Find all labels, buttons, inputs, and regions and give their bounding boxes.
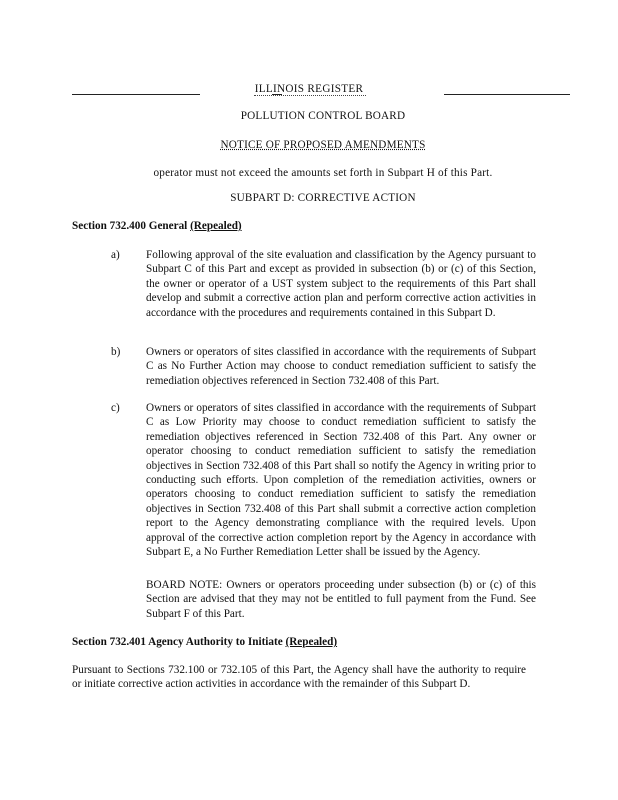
subpart-title: SUBPART D: CORRECTIVE ACTION [230,192,416,204]
subsection-text-a: Following approval of the site evaluation and classification by the Agency pursuant to Subpart C of this Part and except as provided in subsection (b) or (c) of this Section, the owner or operator of a UST system subject to the requirements of this Part shall develop and submit a corrective action plan and perform corrective action activities in accordance with the procedures and requirements contained in this Subpart D. [146,249,536,319]
board-note: BOARD NOTE: Owners or operators proceeding under subsection (b) or (c) of this Section are advised that they may not be entitled to full payment from the Fund. See Subpart F of this Part. [146,579,536,620]
subsection-label-b: b) [111,346,121,358]
board-name: POLLUTION CONTROL BOARD [240,110,406,122]
repealed-marker: (Repealed) [285,636,338,648]
repealed-marker: (Repealed) [190,220,242,232]
subsection-label-a: a) [111,249,120,261]
notice-title-text: NOTICE OF PROPOSED AMENDMENTS [220,139,426,151]
section-732-401-text: Pursuant to Sections 732.100 or 732.105 of this Part, the Agency shall have the authority to require or initiate corrective action activities in accordance with the remainder of this Subpart D. [72,664,526,691]
register-title-underline [254,95,366,97]
section-heading-text: Section 732.401 Agency Authority to Initiate [72,636,283,648]
subsection-text-b: Owners or operators of sites classified in accordance with the requirements of Subpart C as No Further Action may choose to conduct remediation sufficient to satisfy the remediation objectives referenced in Section 732.408 of this Part. [146,346,536,387]
notice-title [0,138,618,152]
continuation-line: operator must not exceed the amounts set forth in Subpart H of this Part. [153,167,493,179]
register-title: ILLINOIS REGISTER [254,83,364,95]
section-732-401-heading [72,635,337,649]
section-732-400-heading [72,219,242,233]
register-header [72,82,502,96]
subsection-text-c: Owners or operators of sites classified in accordance with the requirements of Subpart C as Low Priority may choose to conduct remediation sufficient to satisfy the remediation objectives referenced in Section 732.408 of this Part. Any owner or operator choosing to conduct remediation sufficient to satisfy the remediation objectives in Section 732.408 of this Part shall so notify the Agency in writing prior to conducting such efforts. Upon completion of the remediation activities, owners or operators choosing to conduct remediation sufficient to satisfy the remediation objectives in Section 732.408 of this Part shall submit a corrective action completion report to the Agency demonstrating compliance with the required levels. Upon approval of the corrective action completion report by the Agency in accordance with Subpart E, a No Further Remediation Letter shall be issued by the Agency. [146,402,536,559]
header-rule-right [444,94,570,95]
subsection-label-c: c) [111,402,120,414]
section-heading-text: Section 732.400 General [72,220,188,232]
